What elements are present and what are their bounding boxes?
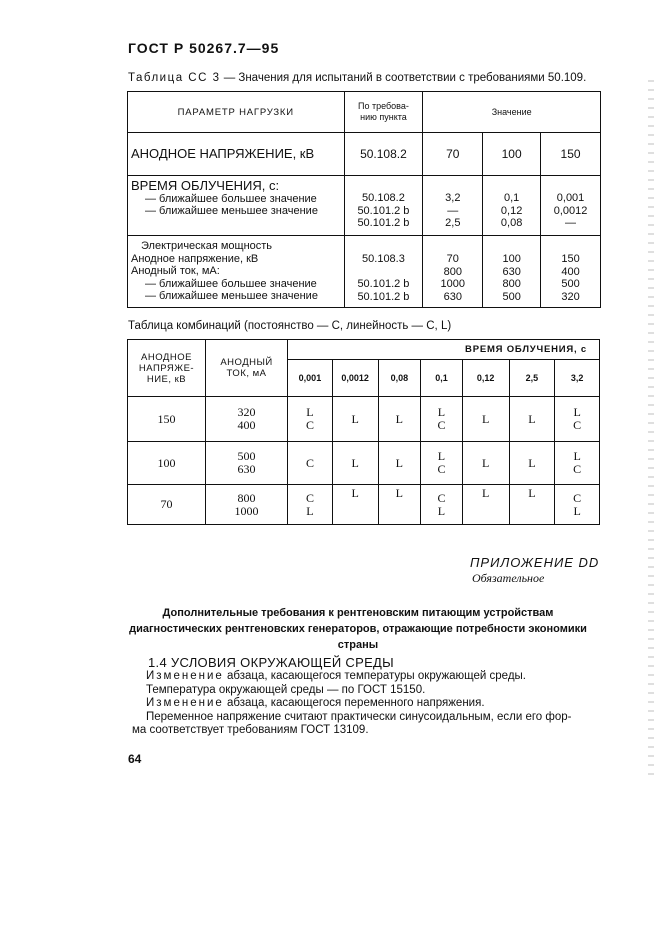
row-voltage-ref: 50.108.2 — [344, 133, 423, 176]
section-heading: 1.4 УСЛОВИЯ ОКРУЖАЮЩЕЙ СРЕДЫ — [148, 655, 394, 670]
table2-header-row1 — [128, 340, 600, 360]
row-time-col3: 0,001 0,0012 — — [541, 176, 601, 236]
header-anode-current: АНОДНЫЙ ТОК, мА — [205, 340, 287, 397]
combo-cell: C — [288, 442, 333, 485]
table-row — [128, 397, 600, 442]
appendix-title: ПРИЛОЖЕНИЕ DD — [470, 555, 600, 570]
table-row — [128, 442, 600, 485]
row-time-col2: 0,1 0,12 0,08 — [483, 176, 541, 236]
paragraph: ма соответствует требованиям ГОСТ 13109. — [132, 724, 369, 736]
time-0-08: 0,08 — [378, 360, 421, 397]
row-power-refs: 50.108.3 50.101.2 b 50.101.2 b — [344, 236, 423, 308]
row-power-label: Электрическая мощность Анодное напряжение, кВ Анодный ток, мА: — ближайшее большее значение — ближайшее меньшее значение — [128, 236, 345, 308]
table1-caption-text: — Значения для испытаний в соответствии с требованиями 50.109. — [220, 72, 587, 84]
appendix-heading: Дополнительные требования к рентгеновским питающим устройствам диагностических рентгеновских генераторов, отражающие потребности экономики страны — [129, 607, 587, 651]
time-0-12: 0,12 — [462, 360, 509, 397]
combo-cell: L — [509, 485, 555, 525]
combo-cell: L — [332, 397, 378, 442]
combo-cell: L — [332, 442, 378, 485]
row-time-col1: 3,2 — 2,5 — [423, 176, 483, 236]
appendix-status: Обязательное — [472, 571, 545, 585]
combo-cell: L — [462, 397, 509, 442]
row-power-col2: 100 630 800 500 — [483, 236, 541, 308]
header-ref: По требова- нию пункта — [344, 92, 423, 133]
header-param: ПАРАМЕТР НАГРУЗКИ — [128, 92, 345, 133]
combo-cell: L — [462, 485, 509, 525]
combination-table — [127, 339, 600, 525]
test-values-table — [127, 91, 601, 308]
paragraph: Переменное напряжение считают практически синусоидальным, если его фор- — [146, 710, 572, 723]
header-exposure-time: ВРЕМЯ ОБЛУЧЕНИЯ, с — [288, 340, 600, 360]
paragraph: Температура окружающей среды — по ГОСТ 15150. — [146, 683, 426, 696]
combo-cell: C L — [288, 485, 333, 525]
section-body — [132, 670, 602, 738]
combo-cell: L — [509, 442, 555, 485]
row-voltage-v2: 100 — [483, 133, 541, 176]
combo-cell: L C — [288, 397, 333, 442]
row-time-label: ВРЕМЯ ОБЛУЧЕНИЯ, с: — ближайшее большее значение — ближайшее меньшее значение — [128, 176, 345, 236]
time-0-001: 0,001 — [288, 360, 333, 397]
combo-cell: L C — [421, 442, 463, 485]
row-voltage-v3: 150 — [541, 133, 601, 176]
combo-cell: C L — [421, 485, 463, 525]
table1-caption — [128, 72, 608, 84]
standard-code: ГОСТ Р 50267.7—95 — [128, 40, 280, 56]
table2-caption: Таблица комбинаций (постоянство — С, линейность — С, L) — [128, 320, 452, 332]
table1-header-row — [128, 92, 601, 133]
time-0-0012: 0,0012 — [332, 360, 378, 397]
row-voltage-label: АНОДНОЕ НАПРЯЖЕНИЕ, кВ — [128, 133, 345, 176]
row-exposure-time — [128, 176, 601, 236]
combo-cell: L — [378, 397, 421, 442]
row-currents: 500 630 — [205, 442, 287, 485]
row-voltage: 100 — [128, 442, 206, 485]
row-power-col3: 150 400 500 320 — [541, 236, 601, 308]
row-power-col1: 70 800 1000 630 — [423, 236, 483, 308]
header-anode-voltage: АНОДНОЕ НАПРЯЖЕ- НИЕ, кВ — [128, 340, 206, 397]
scan-edge-artifact — [648, 80, 654, 780]
combo-cell: L — [332, 485, 378, 525]
combo-cell: C L — [555, 485, 600, 525]
time-3-2: 3,2 — [555, 360, 600, 397]
combo-cell: L — [378, 485, 421, 525]
paragraph: Изменение абзаца, касающегося переменного напряжения. — [146, 697, 485, 709]
row-voltage-v1: 70 — [423, 133, 483, 176]
time-2-5: 2,5 — [509, 360, 555, 397]
row-voltage: 70 — [128, 485, 206, 525]
row-voltage: 150 — [128, 397, 206, 442]
paragraph: Изменение абзаца, касающегося температуры окружающей среды. — [146, 670, 526, 682]
header-value: Значение — [423, 92, 601, 133]
table-row — [128, 485, 600, 525]
combo-cell: L — [509, 397, 555, 442]
combo-cell: L — [462, 442, 509, 485]
row-anode-voltage — [128, 133, 601, 176]
row-electric-power — [128, 236, 601, 308]
combo-cell: L C — [421, 397, 463, 442]
time-0-1: 0,1 — [421, 360, 463, 397]
row-currents: 320 400 — [205, 397, 287, 442]
combo-cell: L C — [555, 397, 600, 442]
combo-cell: L C — [555, 442, 600, 485]
row-currents: 800 1000 — [205, 485, 287, 525]
page-number: 64 — [128, 752, 142, 766]
combo-cell: L — [378, 442, 421, 485]
table1-caption-label: Таблица СС 3 — [128, 72, 221, 84]
row-time-refs: 50.108.2 50.101.2 b 50.101.2 b — [344, 176, 423, 236]
